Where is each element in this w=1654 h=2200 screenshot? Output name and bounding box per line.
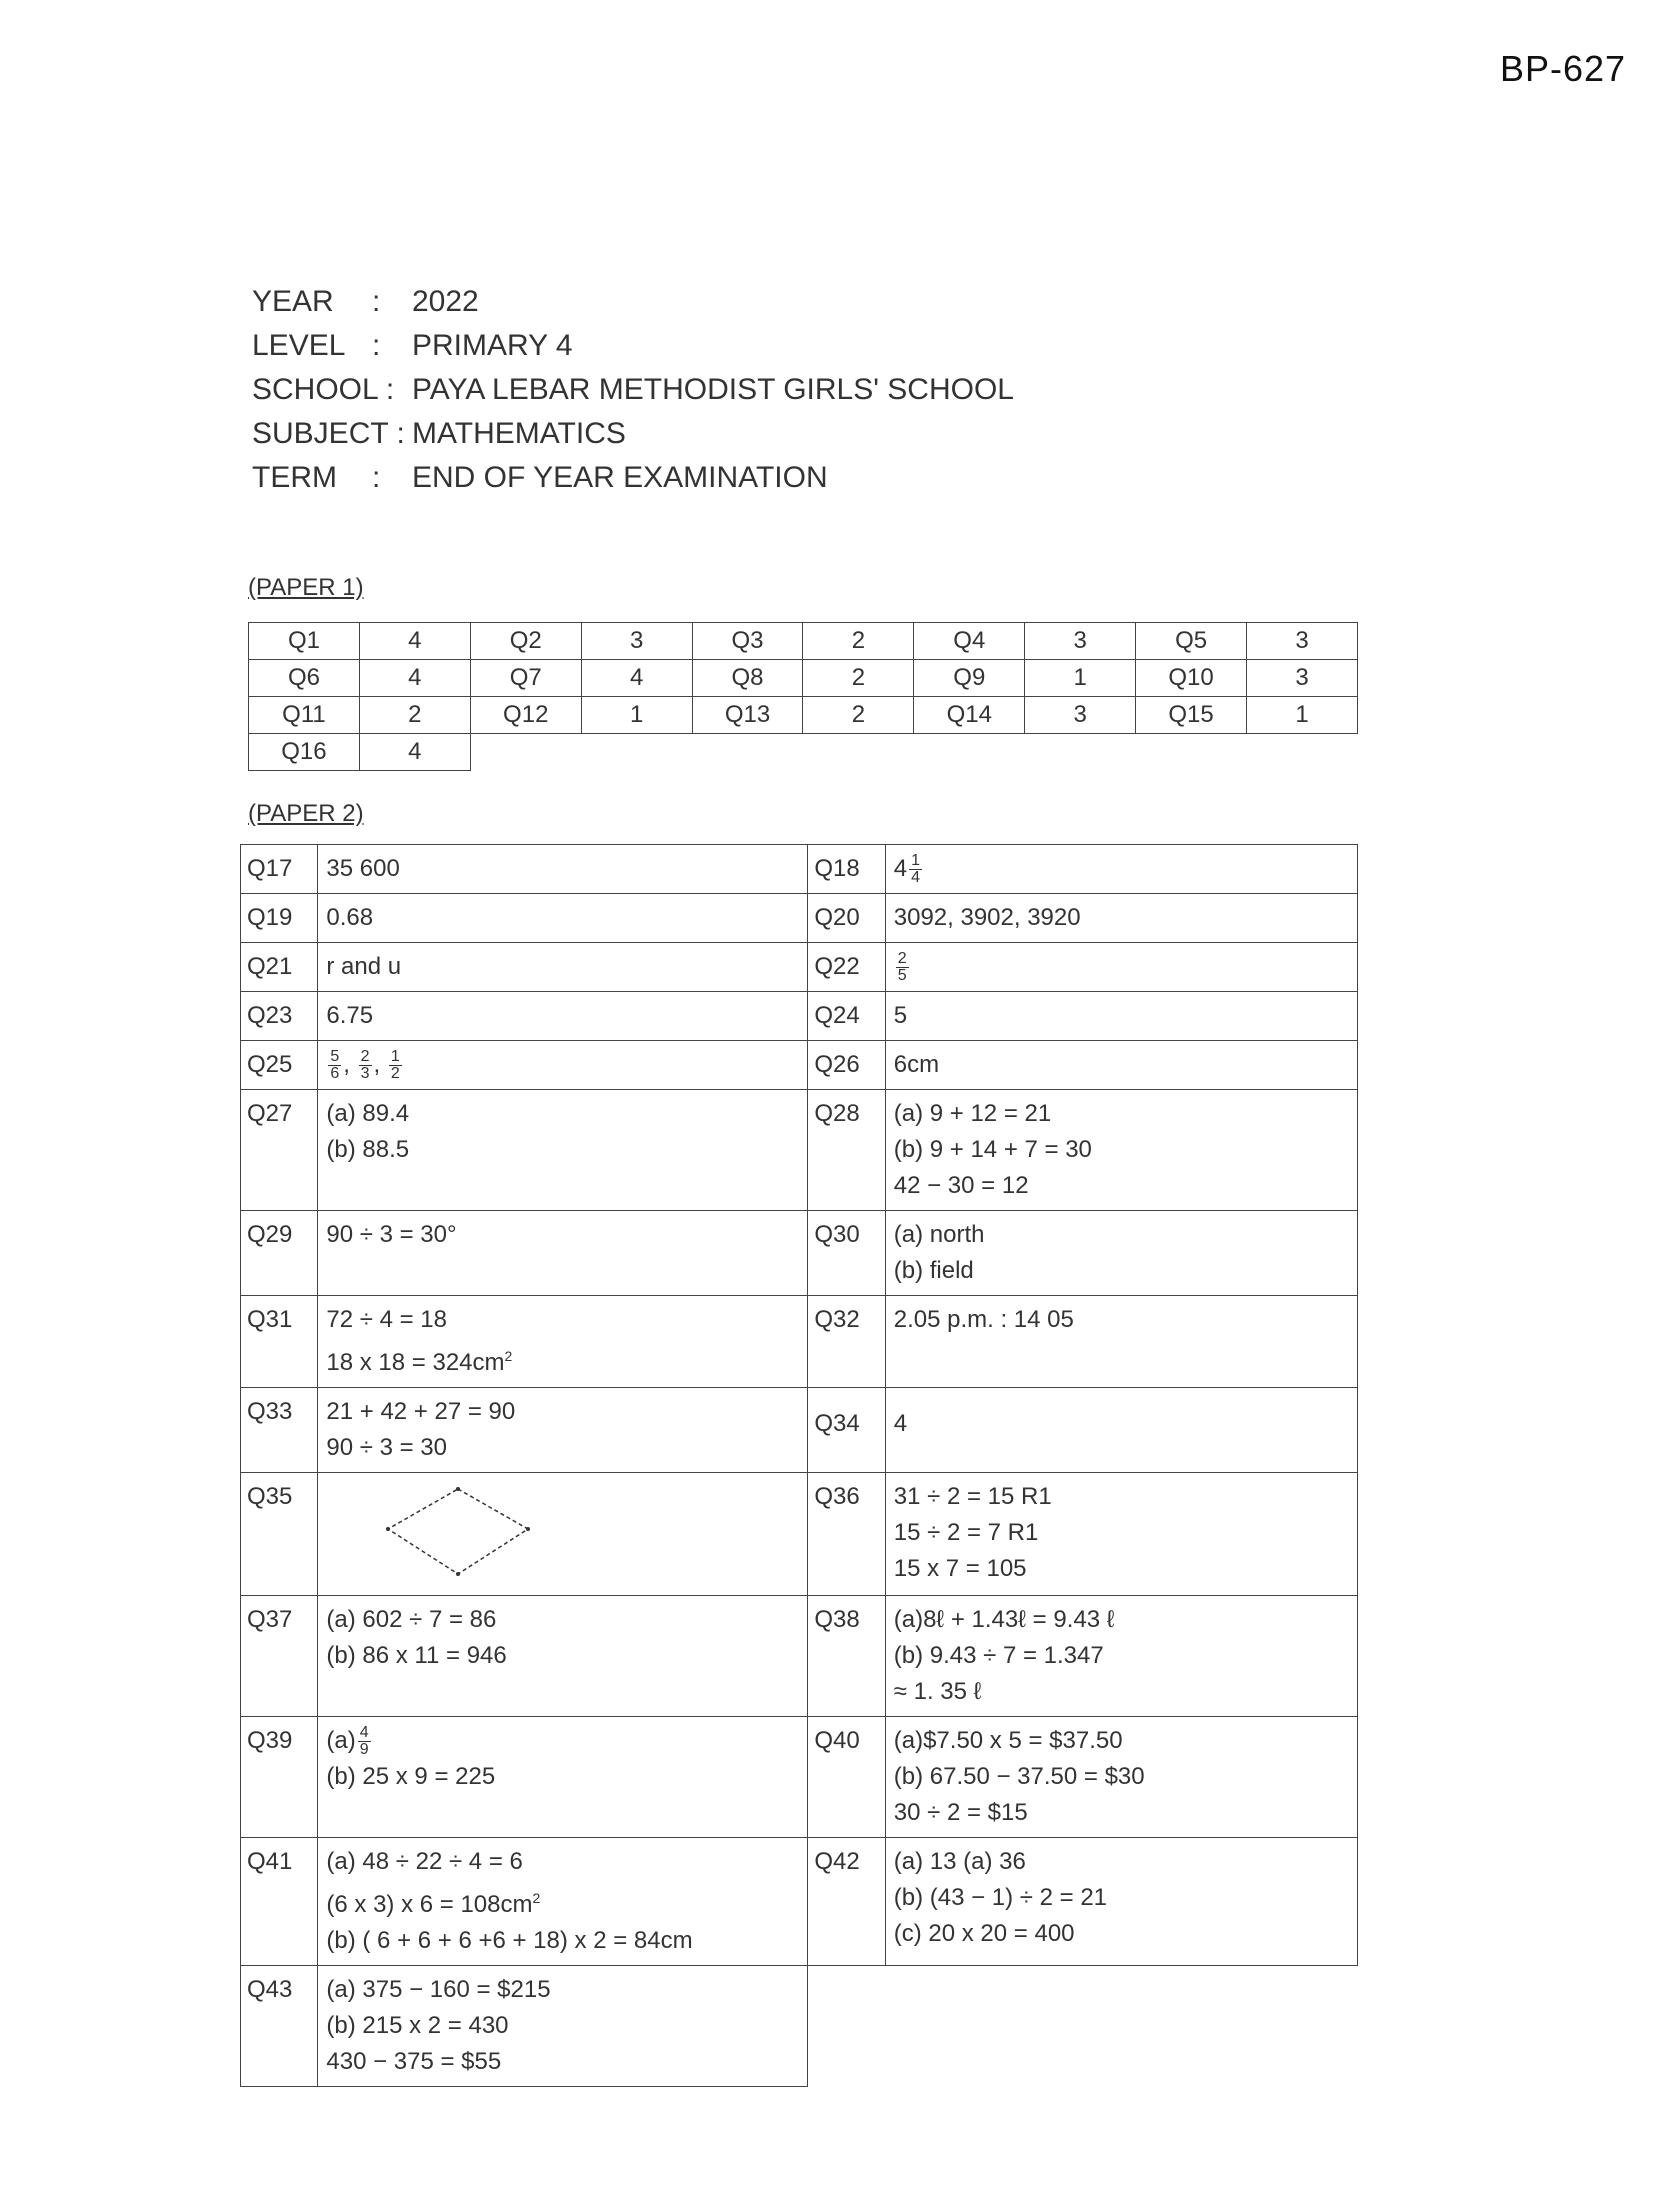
term-value: END OF YEAR EXAMINATION — [412, 461, 828, 494]
exam-details — [252, 280, 1014, 500]
answer-line: 0.68 — [326, 904, 374, 931]
question-number: Q22 — [808, 943, 885, 992]
answer — [885, 1211, 1357, 1296]
answer-line: 5 — [893, 1002, 908, 1029]
question-number: Q4 — [914, 623, 1025, 660]
paper1-answer-table — [248, 622, 1358, 771]
denominator: 5 — [897, 967, 907, 985]
answer: 1 — [1025, 660, 1136, 697]
question-number: Q38 — [808, 1596, 885, 1717]
answer: 4 — [359, 734, 470, 771]
answer — [885, 1717, 1357, 1838]
school-row — [252, 368, 1014, 412]
denominator: 2 — [390, 1065, 400, 1083]
question-number: Q14 — [914, 697, 1025, 734]
answer: 2 — [803, 660, 914, 697]
question-number: Q7 — [470, 660, 581, 697]
question-number: Q1 — [249, 623, 360, 660]
answer — [318, 1296, 808, 1388]
whole-number: 4 — [893, 855, 908, 882]
question-number: Q23 — [241, 992, 318, 1041]
question-number: Q8 — [692, 660, 803, 697]
question-number: Q41 — [241, 1838, 318, 1966]
year-label: YEAR — [252, 285, 334, 318]
subject-row — [252, 412, 1014, 456]
answer-line: 15 ÷ 2 = 7 R1 — [893, 1519, 1039, 1546]
numerator: 2 — [897, 950, 907, 968]
answer-line: 90 ÷ 3 = 30 — [326, 1434, 447, 1461]
numerator: 4 — [359, 1724, 369, 1742]
question-number: Q32 — [808, 1296, 885, 1388]
numerator: 2 — [360, 1048, 370, 1066]
separator: , — [343, 1051, 350, 1078]
area-expression: 18 x 18 = 324cm — [326, 1349, 505, 1376]
answer-line: (b) 67.50 − 37.50 = $30 — [893, 1763, 1145, 1790]
question-number: Q19 — [241, 894, 318, 943]
table-row — [241, 992, 1358, 1041]
answer-line: (a) 48 ÷ 22 ÷ 4 = 6 — [326, 1848, 523, 1875]
answer-line: 4 — [893, 1410, 908, 1437]
answer — [318, 1717, 808, 1838]
answer-line: (b) 9.43 ÷ 7 = 1.347 — [893, 1642, 1104, 1669]
answer: 3 — [1247, 623, 1358, 660]
answer-line: (a)$7.50 x 5 = $37.50 — [893, 1727, 1123, 1754]
answer: 4 — [359, 623, 470, 660]
answer — [885, 943, 1357, 992]
answer — [318, 845, 808, 894]
paper2-answer-table — [240, 844, 1358, 2087]
answer-line: 6.75 — [326, 1002, 374, 1029]
denominator: 4 — [911, 869, 921, 887]
question-number: Q29 — [241, 1211, 318, 1296]
blank-space — [470, 734, 1357, 771]
fraction — [389, 1049, 402, 1082]
question-number: Q25 — [241, 1041, 318, 1090]
question-number: Q24 — [808, 992, 885, 1041]
answer-line: (b) (43 − 1) ÷ 2 = 21 — [893, 1884, 1108, 1911]
answer — [318, 1966, 808, 2087]
table-row — [241, 845, 1358, 894]
answer: 4 — [359, 660, 470, 697]
vertex-dot — [526, 1527, 530, 1531]
numerator: 1 — [911, 852, 921, 870]
answer — [885, 1473, 1357, 1596]
answer — [318, 943, 808, 992]
question-number: Q9 — [914, 660, 1025, 697]
squared-exponent: 2 — [532, 1890, 541, 1906]
question-number: Q17 — [241, 845, 318, 894]
level-label: LEVEL — [252, 329, 346, 362]
answer-line: (a) north — [893, 1221, 985, 1248]
denominator: 3 — [360, 1065, 370, 1083]
table-row — [241, 1717, 1358, 1838]
question-number: Q27 — [241, 1090, 318, 1211]
table-row — [249, 697, 1358, 734]
answer: 3 — [1025, 623, 1136, 660]
school-value: PAYA LEBAR METHODIST GIRLS' SCHOOL — [412, 373, 1014, 406]
table-row — [241, 1966, 1358, 2087]
answer — [885, 1388, 1357, 1473]
separator: , — [373, 1051, 381, 1078]
answer-line: (b) 215 x 2 = 430 — [326, 2012, 509, 2039]
question-number: Q39 — [241, 1717, 318, 1838]
question-number: Q26 — [808, 1041, 885, 1090]
question-number: Q21 — [241, 943, 318, 992]
answer — [318, 992, 808, 1041]
table-row — [241, 1041, 1358, 1090]
fraction — [328, 1049, 341, 1082]
answer-line: (b) 25 x 9 = 225 — [326, 1763, 496, 1790]
answer-line: 3092, 3902, 3920 — [893, 904, 1081, 931]
table-row — [249, 660, 1358, 697]
question-number: Q5 — [1136, 623, 1247, 660]
answer-line: (a) 375 − 160 = $215 — [326, 1976, 551, 2003]
year-separator: : — [372, 285, 381, 318]
answer-line: r and u — [326, 953, 402, 980]
answer: 2 — [359, 697, 470, 734]
answer — [318, 1473, 808, 1596]
year-row — [252, 280, 1014, 324]
answer: 1 — [1247, 697, 1358, 734]
answer: 2 — [803, 697, 914, 734]
answer-line: ≈ 1. 35 ℓ — [893, 1678, 982, 1705]
question-number: Q16 — [249, 734, 360, 771]
table-row — [241, 894, 1358, 943]
answer — [318, 1596, 808, 1717]
school-label: SCHOOL : — [252, 373, 395, 406]
table-row — [241, 1296, 1358, 1388]
answer-line: 72 ÷ 4 = 18 — [326, 1306, 447, 1333]
term-label: TERM — [252, 461, 337, 494]
answer-line: 430 − 375 = $55 — [326, 2048, 502, 2075]
question-number: Q20 — [808, 894, 885, 943]
question-number: Q31 — [241, 1296, 318, 1388]
vertex-dot — [456, 1572, 460, 1576]
fraction — [358, 1725, 371, 1758]
rhombus-shape — [388, 1489, 528, 1574]
part-label: (a) — [326, 1727, 356, 1754]
answer: 3 — [581, 623, 692, 660]
question-number: Q18 — [808, 845, 885, 894]
answer-line: (b) ( 6 + 6 + 6 +6 + 18) x 2 = 84cm — [326, 1927, 693, 1954]
table-row — [241, 1211, 1358, 1296]
answer — [318, 1838, 808, 1966]
table-row — [241, 1596, 1358, 1717]
answer-line: 90 ÷ 3 = 30° — [326, 1221, 457, 1248]
table-row — [241, 1090, 1358, 1211]
table-row — [241, 943, 1358, 992]
level-separator: : — [372, 329, 381, 362]
table-row — [249, 734, 1358, 771]
answer — [318, 1041, 808, 1090]
term-separator: : — [372, 461, 381, 494]
question-number: Q6 — [249, 660, 360, 697]
subject-label: SUBJECT : — [252, 417, 405, 450]
answer-line — [326, 1880, 799, 1923]
question-number: Q12 — [470, 697, 581, 734]
answer-line: (a) 602 ÷ 7 = 86 — [326, 1606, 497, 1633]
term-row — [252, 456, 1014, 500]
fraction — [359, 1049, 372, 1082]
answer — [318, 1388, 808, 1473]
paper2-title: (PAPER 2) — [248, 800, 364, 827]
subject-value: MATHEMATICS — [412, 417, 626, 450]
answer-line: (a) 89.4 — [326, 1100, 410, 1127]
answer-line: (a) 13 (a) 36 — [893, 1848, 1026, 1875]
area-expression: (6 x 3) x 6 = 108cm — [326, 1891, 533, 1918]
answer-line — [326, 1338, 799, 1381]
question-number: Q43 — [241, 1966, 318, 2087]
denominator: 6 — [330, 1065, 340, 1083]
question-number: Q11 — [249, 697, 360, 734]
year-value: 2022 — [412, 285, 479, 318]
question-number: Q40 — [808, 1717, 885, 1838]
answer: 3 — [1247, 660, 1358, 697]
answer — [885, 1596, 1357, 1717]
question-number: Q28 — [808, 1090, 885, 1211]
table-row — [241, 1838, 1358, 1966]
answer — [885, 1090, 1357, 1211]
answer — [885, 894, 1357, 943]
answer — [318, 894, 808, 943]
squared-exponent: 2 — [504, 1348, 513, 1364]
answer-line: 2.05 p.m. : 14 05 — [893, 1306, 1074, 1333]
answer: 1 — [581, 697, 692, 734]
table-row — [241, 1473, 1358, 1596]
answer-line: (c) 20 x 20 = 400 — [893, 1920, 1075, 1947]
fraction — [909, 853, 922, 886]
answer-line: 21 + 42 + 27 = 90 — [326, 1398, 516, 1425]
answer-line: 30 ÷ 2 = $15 — [893, 1799, 1028, 1826]
level-value: PRIMARY 4 — [412, 329, 573, 362]
vertex-dot — [456, 1487, 460, 1491]
question-number: Q35 — [241, 1473, 318, 1596]
document-code: BP-627 — [1500, 48, 1627, 89]
denominator: 9 — [359, 1741, 369, 1759]
rhombus-drawing — [358, 1479, 558, 1589]
answer-line: 42 − 30 = 12 — [893, 1172, 1029, 1199]
blank-space — [808, 1966, 1358, 2087]
answer: 3 — [1025, 697, 1136, 734]
answer-line: 6cm — [893, 1051, 940, 1078]
answer-line: (a)8ℓ + 1.43ℓ = 9.43 ℓ — [893, 1606, 1115, 1633]
answer — [318, 1090, 808, 1211]
fraction — [896, 951, 909, 984]
question-number: Q15 — [1136, 697, 1247, 734]
question-number: Q42 — [808, 1838, 885, 1966]
table-row — [241, 1388, 1358, 1473]
question-number: Q30 — [808, 1211, 885, 1296]
answer-line: 35 600 — [326, 855, 400, 882]
question-number: Q3 — [692, 623, 803, 660]
question-number: Q2 — [470, 623, 581, 660]
answer-line — [326, 1723, 799, 1759]
question-number: Q10 — [1136, 660, 1247, 697]
paper1-title: (PAPER 1) — [248, 574, 364, 601]
answer-line: (b) 88.5 — [326, 1136, 410, 1163]
answer-line: 31 ÷ 2 = 15 R1 — [893, 1483, 1052, 1510]
answer-line: (b) field — [893, 1257, 974, 1284]
question-number: Q33 — [241, 1388, 318, 1473]
question-number: Q37 — [241, 1596, 318, 1717]
numerator: 5 — [330, 1048, 340, 1066]
answer — [885, 1838, 1357, 1966]
question-number: Q36 — [808, 1473, 885, 1596]
numerator: 1 — [390, 1048, 400, 1066]
question-number: Q13 — [692, 697, 803, 734]
answer — [885, 1296, 1357, 1388]
answer — [885, 992, 1357, 1041]
answer — [885, 845, 1357, 894]
answer-line: (b) 86 x 11 = 946 — [326, 1642, 507, 1669]
question-number: Q34 — [808, 1388, 885, 1473]
answer: 4 — [581, 660, 692, 697]
level-row — [252, 324, 1014, 368]
vertex-dot — [386, 1527, 390, 1531]
answer — [318, 1211, 808, 1296]
answer-line: (a) 9 + 12 = 21 — [893, 1100, 1052, 1127]
answer: 2 — [803, 623, 914, 660]
answer-line: 15 x 7 = 105 — [893, 1555, 1027, 1582]
answer-line: (b) 9 + 14 + 7 = 30 — [893, 1136, 1092, 1163]
table-row — [249, 623, 1358, 660]
answer — [885, 1041, 1357, 1090]
